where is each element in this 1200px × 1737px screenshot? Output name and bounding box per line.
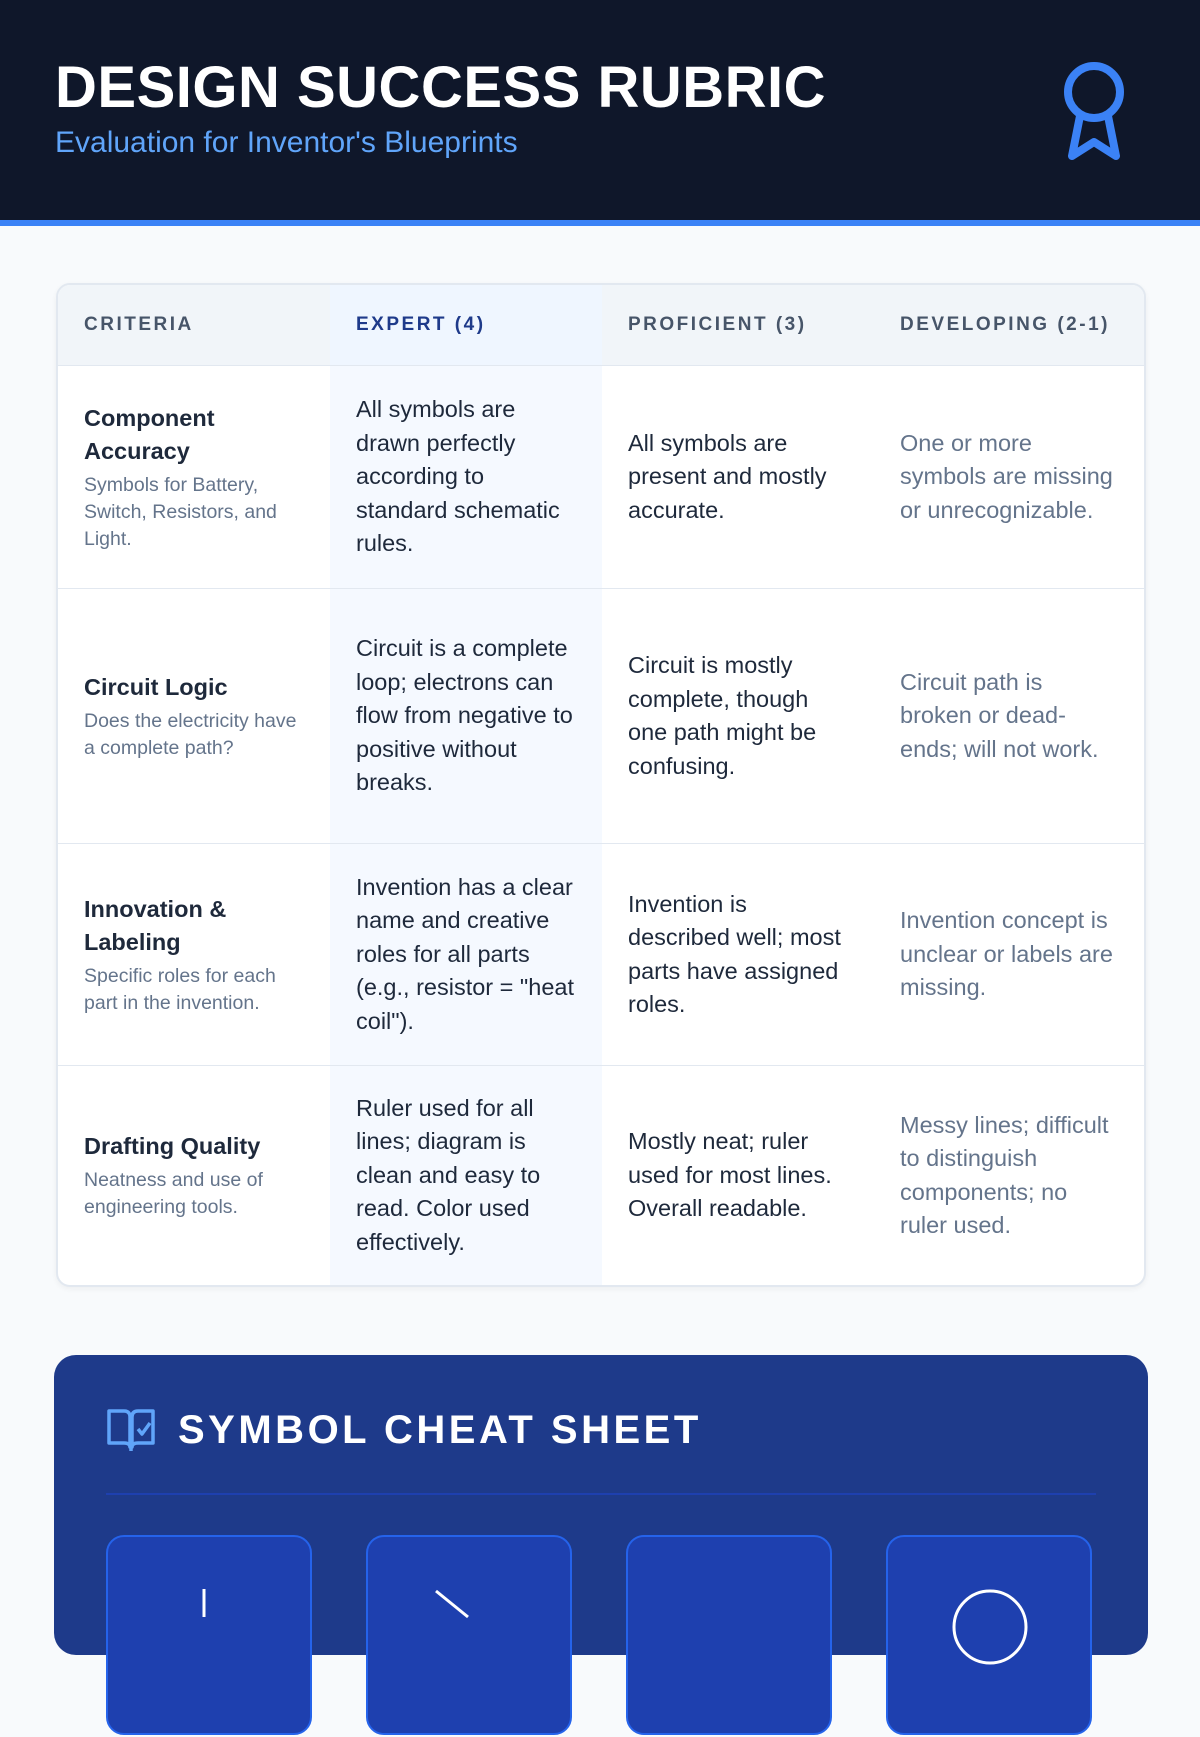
- battery-symbol-icon: [108, 1537, 314, 1737]
- expert-cell: Ruler used for all lines; diagram is clean and easy to read. Color used effectively.: [330, 1066, 602, 1285]
- developing-cell: Circuit path is broken or dead-ends; will not work.: [900, 668, 1099, 762]
- column-header-developing: DEVELOPING (2-1): [900, 314, 1110, 335]
- table-row: [58, 366, 1144, 589]
- developing-cell: Messy lines; difficult to distinguish components; no ruler used.: [900, 1111, 1109, 1238]
- expert-cell: Circuit is a complete loop; electrons can flow from negative to positive without breaks.: [330, 589, 602, 843]
- switch-symbol-tile: [366, 1535, 572, 1735]
- proficient-cell: Mostly neat; ruler used for most lines. Overall readable.: [628, 1128, 832, 1222]
- cheat-sheet-header: [106, 1355, 1096, 1495]
- table-row: [58, 844, 1144, 1066]
- switch-symbol-icon: [368, 1537, 574, 1737]
- book-check-icon: [106, 1407, 156, 1453]
- criteria-description: Does the electricity have a complete path?: [84, 709, 297, 759]
- proficient-cell: All symbols are present and mostly accurate.: [628, 429, 827, 523]
- light-symbol-tile: [886, 1535, 1092, 1735]
- cheat-sheet-title: SYMBOL CHEAT SHEET: [178, 1407, 702, 1452]
- proficient-cell: Circuit is mostly complete, though one path might be confusing.: [628, 652, 817, 779]
- criteria-cell: [58, 1066, 330, 1285]
- criteria-title: Circuit Logic: [84, 673, 228, 700]
- symbol-cheat-sheet: [54, 1355, 1148, 1655]
- criteria-description: Specific roles for each part in the invention.: [84, 964, 276, 1014]
- criteria-title: Drafting Quality: [84, 1133, 261, 1159]
- developing-cell: Invention concept is unclear or labels are missing.: [900, 907, 1113, 1001]
- criteria-cell: [58, 589, 330, 843]
- column-header-criteria: CRITERIA: [84, 314, 194, 335]
- header: [0, 0, 1200, 226]
- column-header-expert: EXPERT (4): [330, 285, 602, 365]
- table-row: [58, 1066, 1144, 1285]
- criteria-title: Innovation & Labeling: [84, 895, 227, 955]
- page-title: DESIGN SUCCESS RUBRIC: [55, 55, 827, 120]
- award-icon: [1058, 60, 1130, 164]
- battery-symbol-tile: [106, 1535, 312, 1735]
- table-header-row: [58, 285, 1144, 366]
- criteria-cell: [58, 844, 330, 1065]
- column-header-proficient: PROFICIENT (3): [628, 314, 807, 335]
- criteria-cell: [58, 366, 330, 588]
- developing-cell: One or more symbols are missing or unrecognizable.: [900, 429, 1113, 523]
- proficient-cell: Invention is described well; most parts have assigned roles.: [628, 890, 841, 1017]
- expert-cell: Invention has a clear name and creative roles for all parts (e.g., resistor = "heat coil").: [330, 844, 602, 1065]
- criteria-title: Component Accuracy: [84, 404, 215, 464]
- rubric-table: [56, 283, 1146, 1287]
- light-symbol-icon: [888, 1537, 1094, 1737]
- criteria-description: Symbols for Battery, Switch, Resistors, and Light.: [84, 473, 277, 550]
- criteria-description: Neatness and use of engineering tools.: [84, 1169, 263, 1218]
- resistor-symbol-tile: [626, 1535, 832, 1735]
- expert-cell: All symbols are drawn perfectly according to standard schematic rules.: [330, 366, 602, 588]
- table-row: [58, 589, 1144, 844]
- page-subtitle: Evaluation for Inventor's Blueprints: [55, 126, 518, 159]
